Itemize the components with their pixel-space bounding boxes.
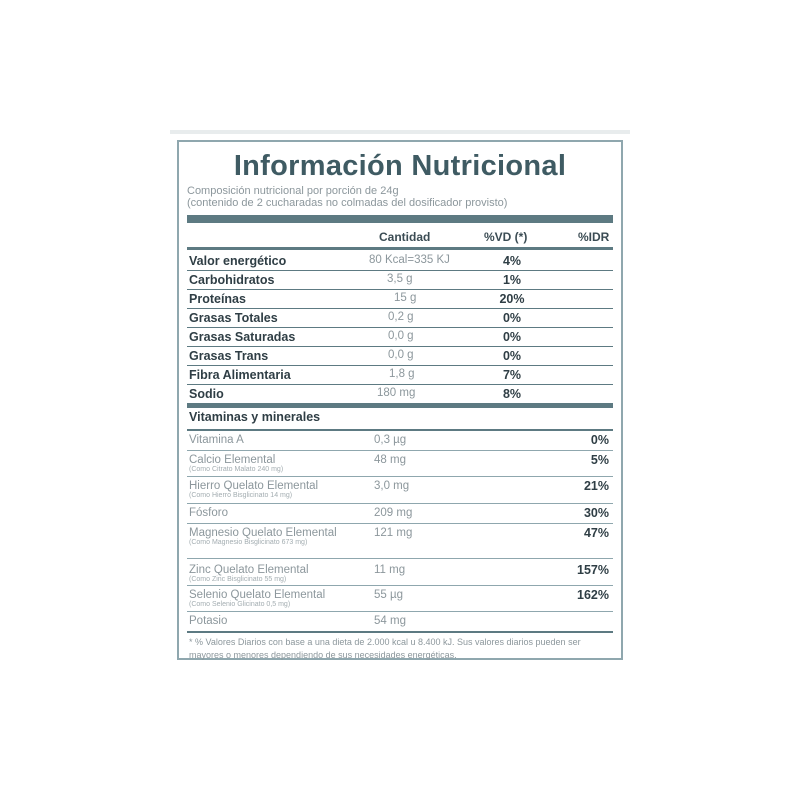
nutrient-row: [187, 346, 613, 366]
nutrient-amount: 0,0 g: [388, 349, 414, 361]
col-header-idr: %IDR: [578, 230, 610, 244]
nutrient-row: [187, 251, 613, 271]
vitamin-source-note: (Como Magnesio Bisglicinato 673 mg): [189, 539, 308, 546]
section-title: Vitaminas y minerales: [189, 410, 321, 424]
vitamin-amount: 55 µg: [374, 589, 404, 601]
serving-note: (contenido de 2 cucharadas no colmadas del dosificador provisto): [187, 197, 508, 209]
header-top-bar: [187, 215, 613, 223]
vitamin-amount: 3,0 mg: [374, 480, 410, 492]
nutrient-amount: 180 mg: [377, 387, 416, 399]
vitamin-row: [187, 524, 613, 559]
nutrient-amount: 3,5 g: [387, 273, 413, 285]
vitamin-source-note: (Como Hierro Bisglicinato 14 mg): [189, 492, 293, 499]
nutrient-name: Proteínas: [189, 292, 246, 306]
nutrient-name: Grasas Totales: [189, 311, 278, 325]
vitamin-amount: 0,3 µg: [374, 434, 407, 446]
vitamin-amount: 209 mg: [374, 507, 413, 519]
nutrient-vd: 0%: [502, 311, 522, 325]
nutrient-vd: 4%: [502, 254, 522, 268]
nutrient-name: Carbohidratos: [189, 273, 275, 287]
footnote: * % Valores Diarios con base a una dieta de 2.000 kcal u 8.400 kJ. Sus valores diarios pueden ser mayores o menores dependiendo de sus necesidades energéticas.: [189, 637, 581, 660]
vitamin-name: Hierro Quelato Elemental: [189, 480, 319, 492]
nutrient-vd: 20%: [499, 292, 525, 306]
vitamin-amount: 54 mg: [374, 615, 406, 627]
vitamin-idr: 30%: [583, 506, 609, 520]
serving-info: Composición nutricional por porción de 24g: [187, 185, 399, 197]
vitamin-row: [187, 612, 613, 633]
nutrient-name: Grasas Trans: [189, 349, 269, 363]
nutrient-vd: 0%: [502, 330, 522, 344]
vitamin-row: [187, 561, 613, 586]
vitamin-row: [187, 504, 613, 524]
vitamin-name: Fósforo: [189, 507, 228, 519]
nutrient-vd: 0%: [502, 349, 522, 363]
vitamin-amount: 11 mg: [374, 564, 406, 576]
vitamin-idr: 0%: [590, 433, 609, 447]
vitamin-row: [187, 431, 613, 451]
vitamin-amount: 48 mg: [374, 454, 406, 466]
nutrient-row: [187, 289, 613, 309]
nutrient-amount: 0,2 g: [388, 311, 414, 323]
vitamin-name: Magnesio Quelato Elemental: [189, 527, 337, 539]
vitamin-amount: 121 mg: [374, 527, 413, 539]
nutrient-vd: 8%: [502, 387, 522, 401]
nutrition-panel: [177, 140, 623, 660]
vitamin-row: [187, 477, 613, 504]
vitamin-row: [187, 586, 613, 612]
top-edge-line: [170, 130, 630, 134]
nutrient-row: [187, 327, 613, 347]
vitamin-source-note: (Como Citrato Malato 240 mg): [189, 466, 284, 473]
col-header-vd: %VD (*): [484, 230, 528, 244]
vitamin-idr: 162%: [577, 588, 609, 602]
vitamin-name: Vitamina A: [189, 434, 244, 446]
nutrient-row: [187, 270, 613, 290]
vitamin-idr: 5%: [590, 453, 609, 467]
vitamin-idr: 47%: [583, 526, 609, 540]
nutrient-vd: 1%: [502, 273, 522, 287]
vitamin-source-note: (Como Zinc Bisglicinato 55 mg): [189, 576, 287, 583]
vitamin-name: Zinc Quelato Elemental: [189, 564, 309, 576]
vitamin-source-note: (Como Selenio Glicinato 0,5 mg): [189, 601, 291, 608]
nutrient-amount: 0,0 g: [388, 330, 414, 342]
nutrient-row: [187, 365, 613, 385]
header-bottom-bar: [187, 247, 613, 250]
nutrient-vd: 7%: [502, 368, 522, 382]
section-divider-bar: [187, 403, 613, 408]
nutrient-name: Fibra Alimentaria: [189, 368, 291, 382]
nutrient-name: Grasas Saturadas: [189, 330, 296, 344]
col-header-cantidad: Cantidad: [379, 230, 431, 244]
nutrient-name: Sodio: [189, 387, 224, 401]
nutrient-name: Valor energético: [189, 254, 287, 268]
vitamin-name: Selenio Quelato Elemental: [189, 589, 326, 601]
nutrient-row: [187, 308, 613, 328]
nutrient-amount: 15 g: [394, 292, 417, 304]
vitamin-row: [187, 451, 613, 477]
vitamin-idr: 157%: [577, 563, 609, 577]
vitamin-name: Potasio: [189, 615, 228, 627]
nutrient-row: [187, 384, 613, 403]
vitamin-name: Calcio Elemental: [189, 454, 276, 466]
nutrient-amount: 80 Kcal=335 KJ: [369, 254, 450, 266]
panel-title: Información Nutricional: [233, 150, 567, 182]
vitamin-idr: 21%: [583, 479, 609, 493]
nutrient-amount: 1,8 g: [389, 368, 415, 380]
